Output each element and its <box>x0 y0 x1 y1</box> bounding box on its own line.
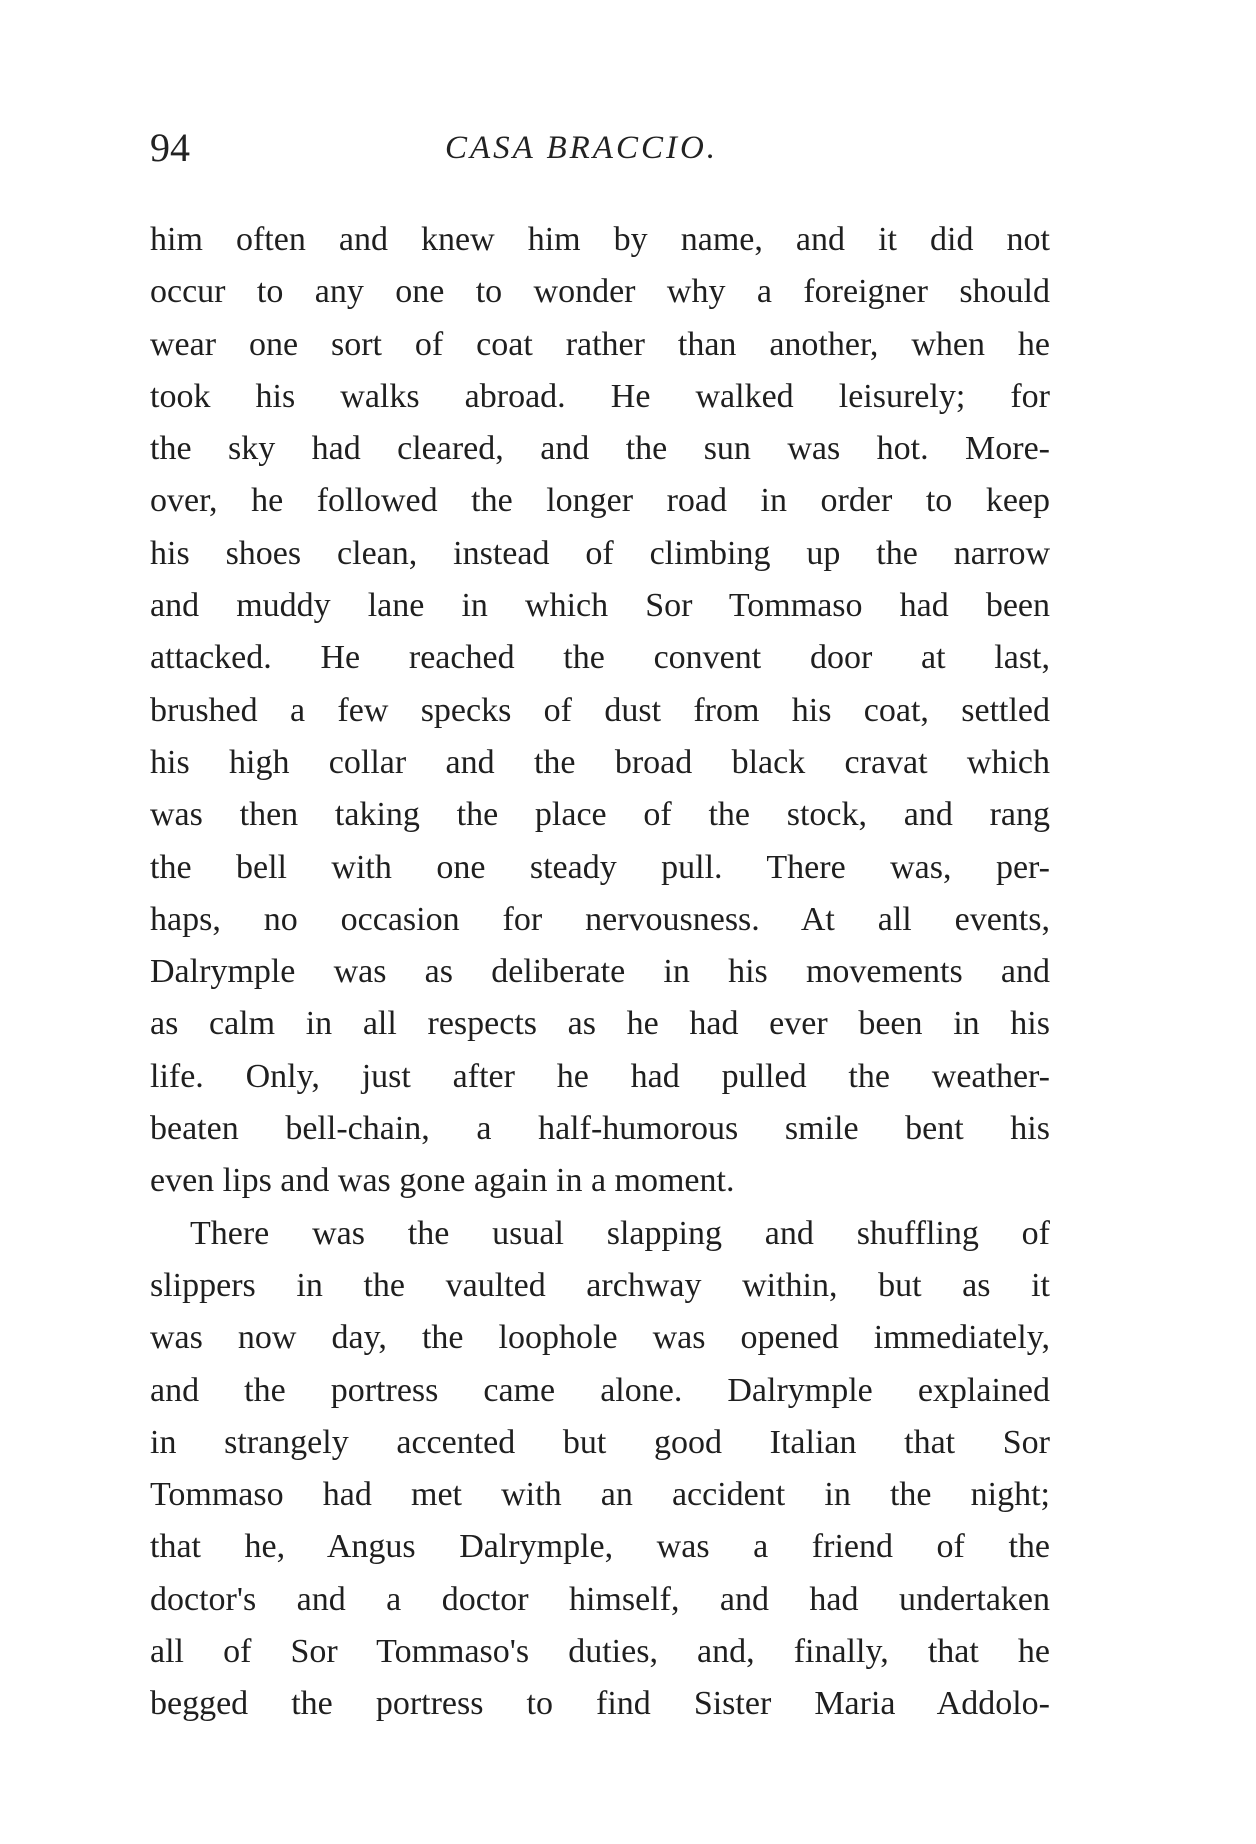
text-line: brushed a few specks of dust from his coat, settled <box>150 691 1050 729</box>
paragraph-2 <box>150 1208 1050 1731</box>
text-line: haps, no occasion for nervousness. At all events, <box>150 900 1050 938</box>
text-line: and muddy lane in which Sor Tommaso had been <box>150 587 1050 625</box>
text-line: in strangely accented but good Italian that Sor <box>150 1423 1050 1461</box>
text-line: beaten bell-chain, a half-humorous smile bent his <box>150 1110 1050 1148</box>
text-line: the bell with one steady pull. There was, per- <box>150 848 1050 886</box>
text-line: as calm in all respects as he had ever been in his <box>150 1005 1050 1043</box>
text-line: his shoes clean, instead of climbing up the narrow <box>150 534 1050 572</box>
text-line: over, he followed the longer road in order to keep <box>150 482 1050 520</box>
text-line: begged the portress to find Sister Maria Addolo- <box>150 1685 1050 1723</box>
running-title: CASA BRACCIO. <box>445 130 719 166</box>
text-line: him often and knew him by name, and it did not <box>150 221 1050 258</box>
text-line: and the portress came alone. Dalrymple explained <box>150 1371 1050 1409</box>
text-line: occur to any one to wonder why a foreigner should <box>150 273 1050 311</box>
text-line: wear one sort of coat rather than another, when he <box>150 325 1050 363</box>
text-line: Tommaso had met with an accident in the night; <box>150 1476 1050 1514</box>
page-header <box>150 118 1062 178</box>
text-line: life. Only, just after he had pulled the weather- <box>150 1057 1050 1095</box>
text-line: doctor's and a doctor himself, and had undertaken <box>150 1580 1050 1618</box>
body-text <box>150 214 1050 1731</box>
text-line: was now day, the loophole was opened immediately, <box>150 1319 1050 1357</box>
text-line: even lips and was gone again in a moment. <box>150 1162 735 1200</box>
text-line: There was the usual slapping and shuffling of <box>190 1214 1050 1252</box>
text-line: his high collar and the broad black cravat which <box>150 743 1050 781</box>
text-line: was then taking the place of the stock, and rang <box>150 796 1050 834</box>
text-line: Dalrymple was as deliberate in his movements and <box>150 953 1050 991</box>
paragraph-1 <box>150 214 1050 1208</box>
text-line: slippers in the vaulted archway within, but as it <box>150 1266 1050 1304</box>
text-line: that he, Angus Dalrymple, was a friend of the <box>150 1528 1050 1566</box>
page-number: 94 <box>150 125 190 170</box>
text-line: all of Sor Tommaso's duties, and, finally, that he <box>150 1633 1050 1671</box>
text-line: took his walks abroad. He walked leisurely; for <box>150 377 1050 415</box>
text-line: the sky had cleared, and the sun was hot. More- <box>150 430 1050 468</box>
text-line: attacked. He reached the convent door at last, <box>150 639 1050 677</box>
